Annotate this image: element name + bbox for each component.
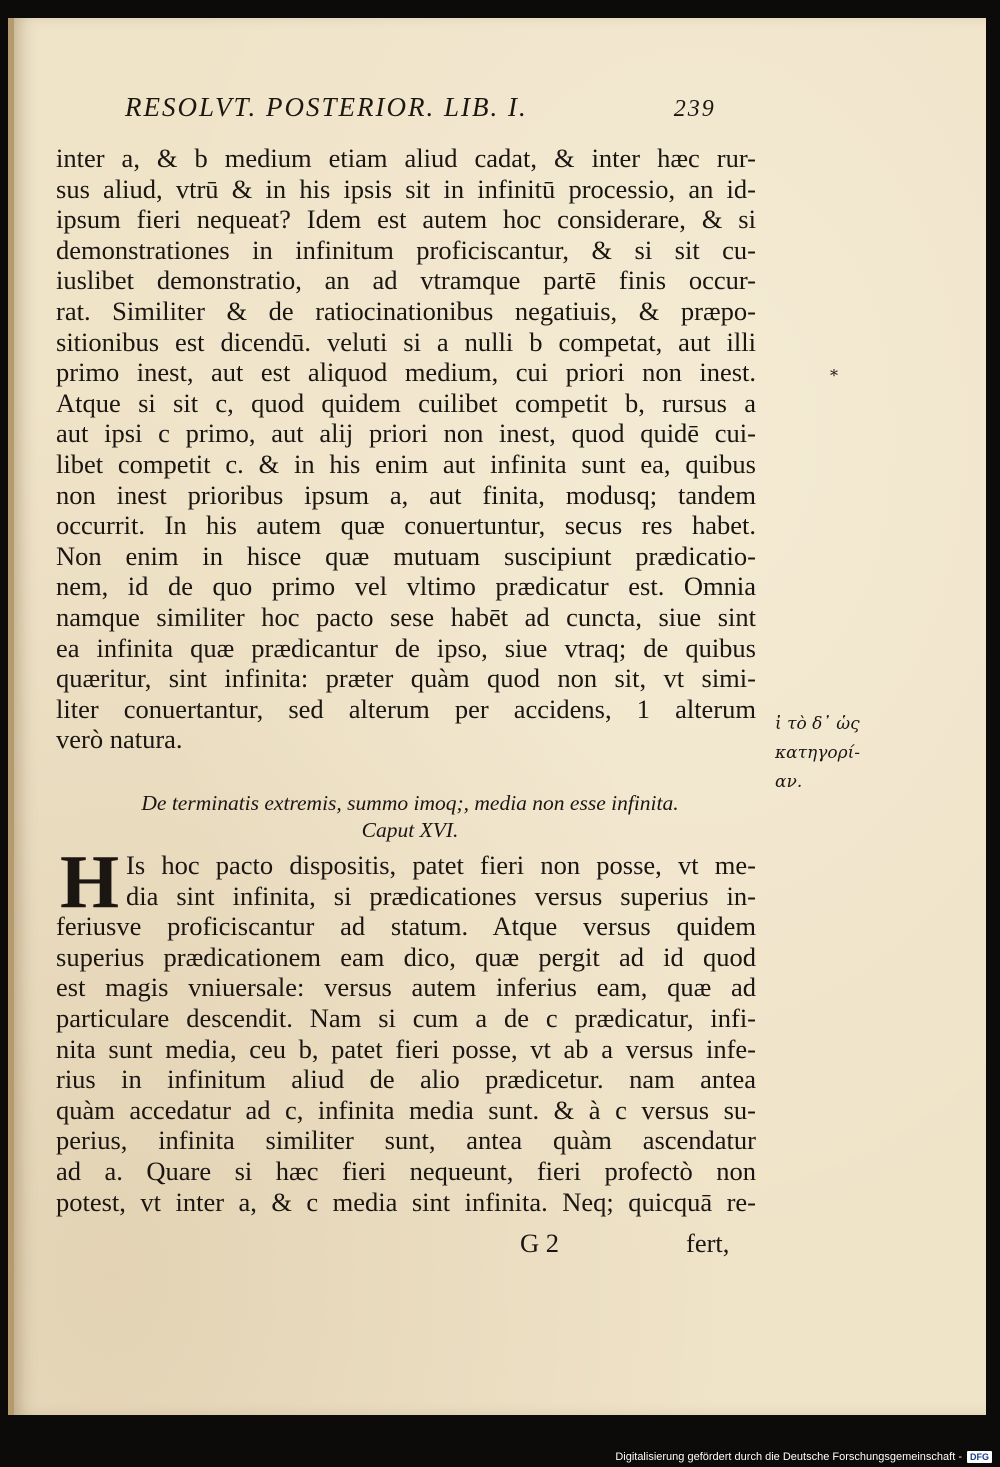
text-line: rius in infinitum aliud de alio prædicetur. nam antea (56, 1064, 756, 1095)
text-line: libet competit c. & in his enim aut infinita sunt ea, quibus (56, 448, 756, 479)
text-block-1 (56, 143, 756, 755)
text-line: ad a. Quare si hæc fieri nequeunt, fieri profectò non (56, 1155, 756, 1186)
text-line: nita sunt media, ceu b, patet fieri posse, vt ab a versus infe- (56, 1033, 756, 1064)
catchword: fert, (686, 1228, 730, 1258)
text-block-2 (56, 840, 756, 1217)
text-line: inter a, & b medium etiam aliud cadat, & inter hæc rur- (56, 143, 756, 173)
drop-capital: H (60, 840, 120, 924)
text-line: ipsum fieri nequeat? Idem est autem hoc considerare, & si (56, 204, 756, 235)
text-line: nem, id de quo primo vel vltimo prædicatur est. Omnia (56, 571, 756, 602)
chapter-heading-title: De terminatis extremis, summo imoq;, media non esse infinita. (141, 791, 679, 815)
text-line: superius prædicationem eam dico, quæ pergit ad id quod (56, 941, 756, 972)
marginal-asterisk: * (830, 366, 838, 385)
marginal-greek-line: κατηγορί- (775, 743, 861, 763)
text-line: namque similiter hoc pacto sese habēt ad cuncta, siue sint (56, 601, 756, 632)
digitization-credit (615, 1451, 992, 1463)
signature-mark: G 2 (520, 1228, 560, 1258)
dfg-logo: DFG (967, 1451, 992, 1463)
text-line: quæritur, sint infinita: præter quàm quod non sit, vt simi- (56, 663, 756, 694)
text-line: iuslibet demonstratio, an ad vtramque partē finis occur- (56, 265, 756, 296)
text-line: rat. Similiter & de ratiocinationibus negatiuis, & præpo- (56, 295, 756, 326)
text-line: aut ipsi c primo, aut alij priori non inest, quod quidē cui- (56, 418, 756, 449)
text-line: potest, vt inter a, & c media sint infinita. Neq; quicquā re- (56, 1186, 756, 1217)
text-line: sus aliud, vtrū & in his ipsis sit in infinitū processio, an id- (56, 173, 756, 204)
text-line: est magis vniuersale: versus autem inferius eam, quæ ad (56, 972, 756, 1003)
text-line: verò natura. (56, 724, 183, 755)
text-line: demonstrationes in infinitum proficiscantur, & si sit cu- (56, 234, 756, 265)
running-head (125, 92, 765, 123)
text-line: quàm accedatur ad c, infinita media sunt. & à c versus su- (56, 1094, 756, 1125)
text-line: perius, infinita similiter sunt, antea quàm ascendatur (56, 1125, 756, 1156)
marginal-greek-note (775, 710, 860, 797)
credit-text: Digitalisierung gefördert durch die Deutsche Forschungsgemeinschaft - (615, 1451, 962, 1463)
text-line: Atque si sit c, quod quidem cuilibet competit b, rursus a (56, 387, 756, 418)
text-line: primo inest, aut est aliquod medium, cui priori non inest. (56, 357, 756, 388)
text-line: feriusve proficiscantur ad statum. Atque versus quidem (56, 911, 756, 942)
marginal-greek-line: αν. (775, 772, 803, 792)
chapter-heading-number: Caput XVI. (361, 818, 459, 842)
text-line: Is hoc pacto dispositis, patet fieri non posse, vt me- (126, 850, 756, 880)
text-line: Non enim in hisce quæ mutuam suscipiunt prædicatio- (56, 540, 756, 571)
marginal-greek-line: ἰ τὸ δ᾽ ὡς (775, 714, 860, 734)
text-line: sitionibus est dicendū. veluti si a nulli b competat, aut illi (56, 326, 756, 357)
page-number: 239 (673, 96, 716, 122)
text-line: dia sint infinita, si prædicationes versus superius in- (126, 880, 756, 911)
text-line: ea infinita quæ prædicantur de ipso, siue vtraq; de quibus (56, 632, 756, 663)
text-line: non inest prioribus ipsum a, aut finita, modusq; tandem (56, 479, 756, 510)
text-line: liter conuertantur, sed alterum per accidens, 1 alterum (56, 693, 756, 724)
text-line: particulare descendit. Nam si cum a de c prædicatur, infi- (56, 1002, 756, 1033)
running-head-title: RESOLVT. POSTERIOR. LIB. I. (125, 92, 528, 122)
text-line: occurrit. In his autem quæ conuertuntur, secus res habet. (56, 510, 756, 541)
chapter-heading (60, 790, 760, 844)
